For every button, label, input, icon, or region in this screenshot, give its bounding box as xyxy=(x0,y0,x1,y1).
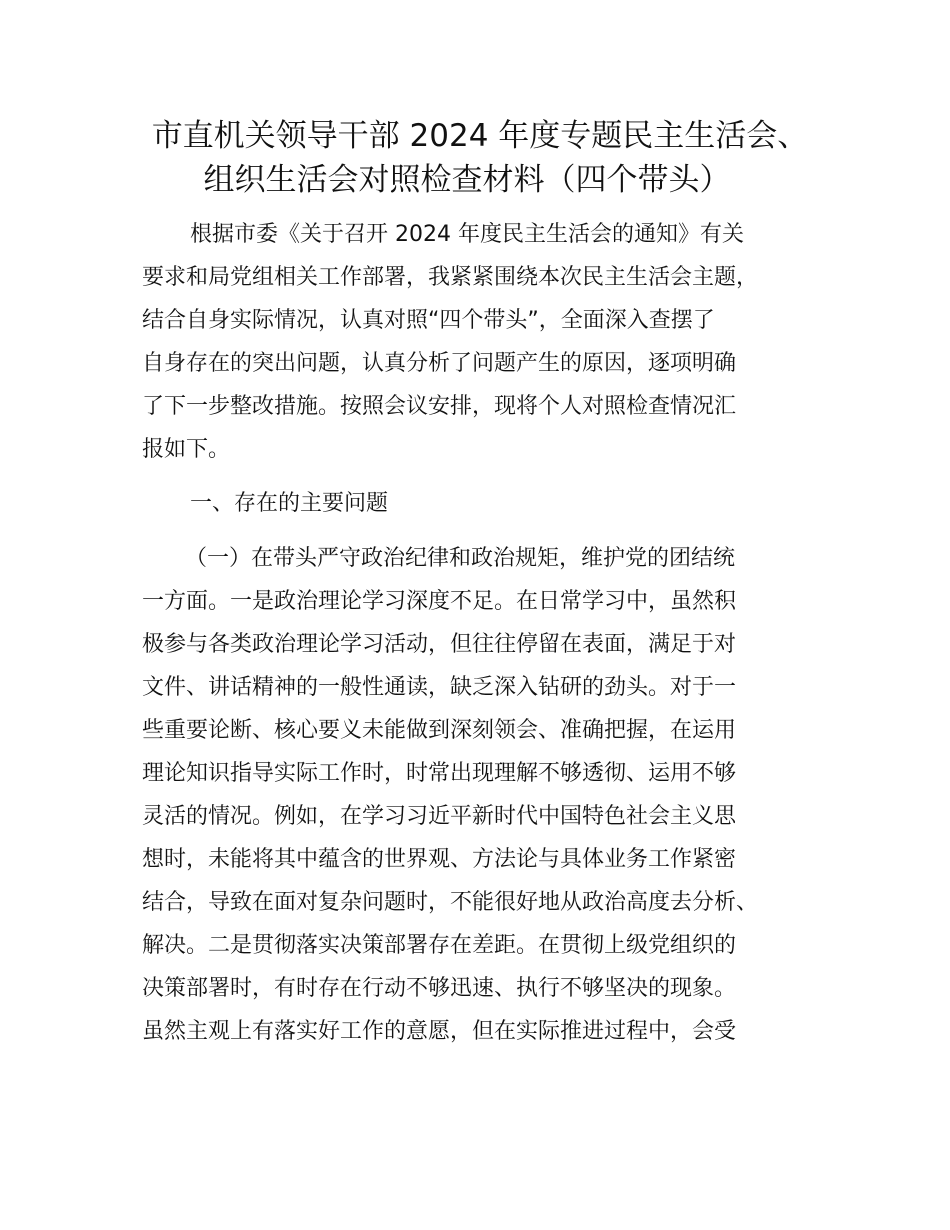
intro-line-3: 结合自身实际情况，认真对照“四个带头”，全面深入查摆了 xyxy=(142,308,715,333)
subsection-line-4: 文件、讲话精神的一般性通读，缺乏深入钻研的劲头。对于一 xyxy=(142,675,737,700)
intro-line-6: 报如下。 xyxy=(142,437,231,462)
intro-line-4: 自身存在的突出问题，认真分析了问题产生的原因，逐项明确 xyxy=(142,351,737,376)
subsection-line-7: 灵活的情况。例如，在学习习近平新时代中国特色社会主义思 xyxy=(142,804,737,829)
intro-line-5: 了下一步整改措施。按照会议安排，现将个人对照检查情况汇 xyxy=(142,394,737,419)
intro-line-1: 根据市委《关于召开 2024 年度民主生活会的通知》有关 xyxy=(190,222,744,247)
section-heading-main-problems: 一、存在的主要问题 xyxy=(190,491,389,516)
subsection-line-8: 想时，未能将其中蕴含的世界观、方法论与具体业务工作紧密 xyxy=(142,847,737,872)
document-title-line-2: 组织生活会对照检查材料（四个带头） xyxy=(203,162,731,198)
subsection-line-9: 结合，导致在面对复杂问题时，不能很好地从政治高度去分析、 xyxy=(142,890,759,915)
document-title-line-1: 市直机关领导干部 2024 年度专题民主生活会、 xyxy=(151,118,809,154)
subsection-line-6: 理论知识指导实际工作时，时常出现理解不够透彻、运用不够 xyxy=(142,761,737,786)
subsection-line-10: 解决。二是贯彻落实决策部署存在差距。在贯彻上级党组织的 xyxy=(142,933,737,958)
subsection-line-11: 决策部署时，有时存在行动不够迅速、执行不够坚决的现象。 xyxy=(142,976,737,1001)
subsection-line-1: （一）在带头严守政治纪律和政治规矩，维护党的团结统 xyxy=(185,546,736,571)
subsection-line-5: 些重要论断、核心要义未能做到深刻领会、准确把握，在运用 xyxy=(142,718,737,743)
subsection-line-3: 极参与各类政治理论学习活动，但往往停留在表面，满足于对 xyxy=(142,632,737,657)
subsection-line-2: 一方面。一是政治理论学习深度不足。在日常学习中，虽然积 xyxy=(142,589,737,614)
subsection-line-12: 虽然主观上有落实好工作的意愿，但在实际推进过程中，会受 xyxy=(142,1019,737,1044)
intro-line-2: 要求和局党组相关工作部署，我紧紧围绕本次民主生活会主题， xyxy=(142,265,759,290)
